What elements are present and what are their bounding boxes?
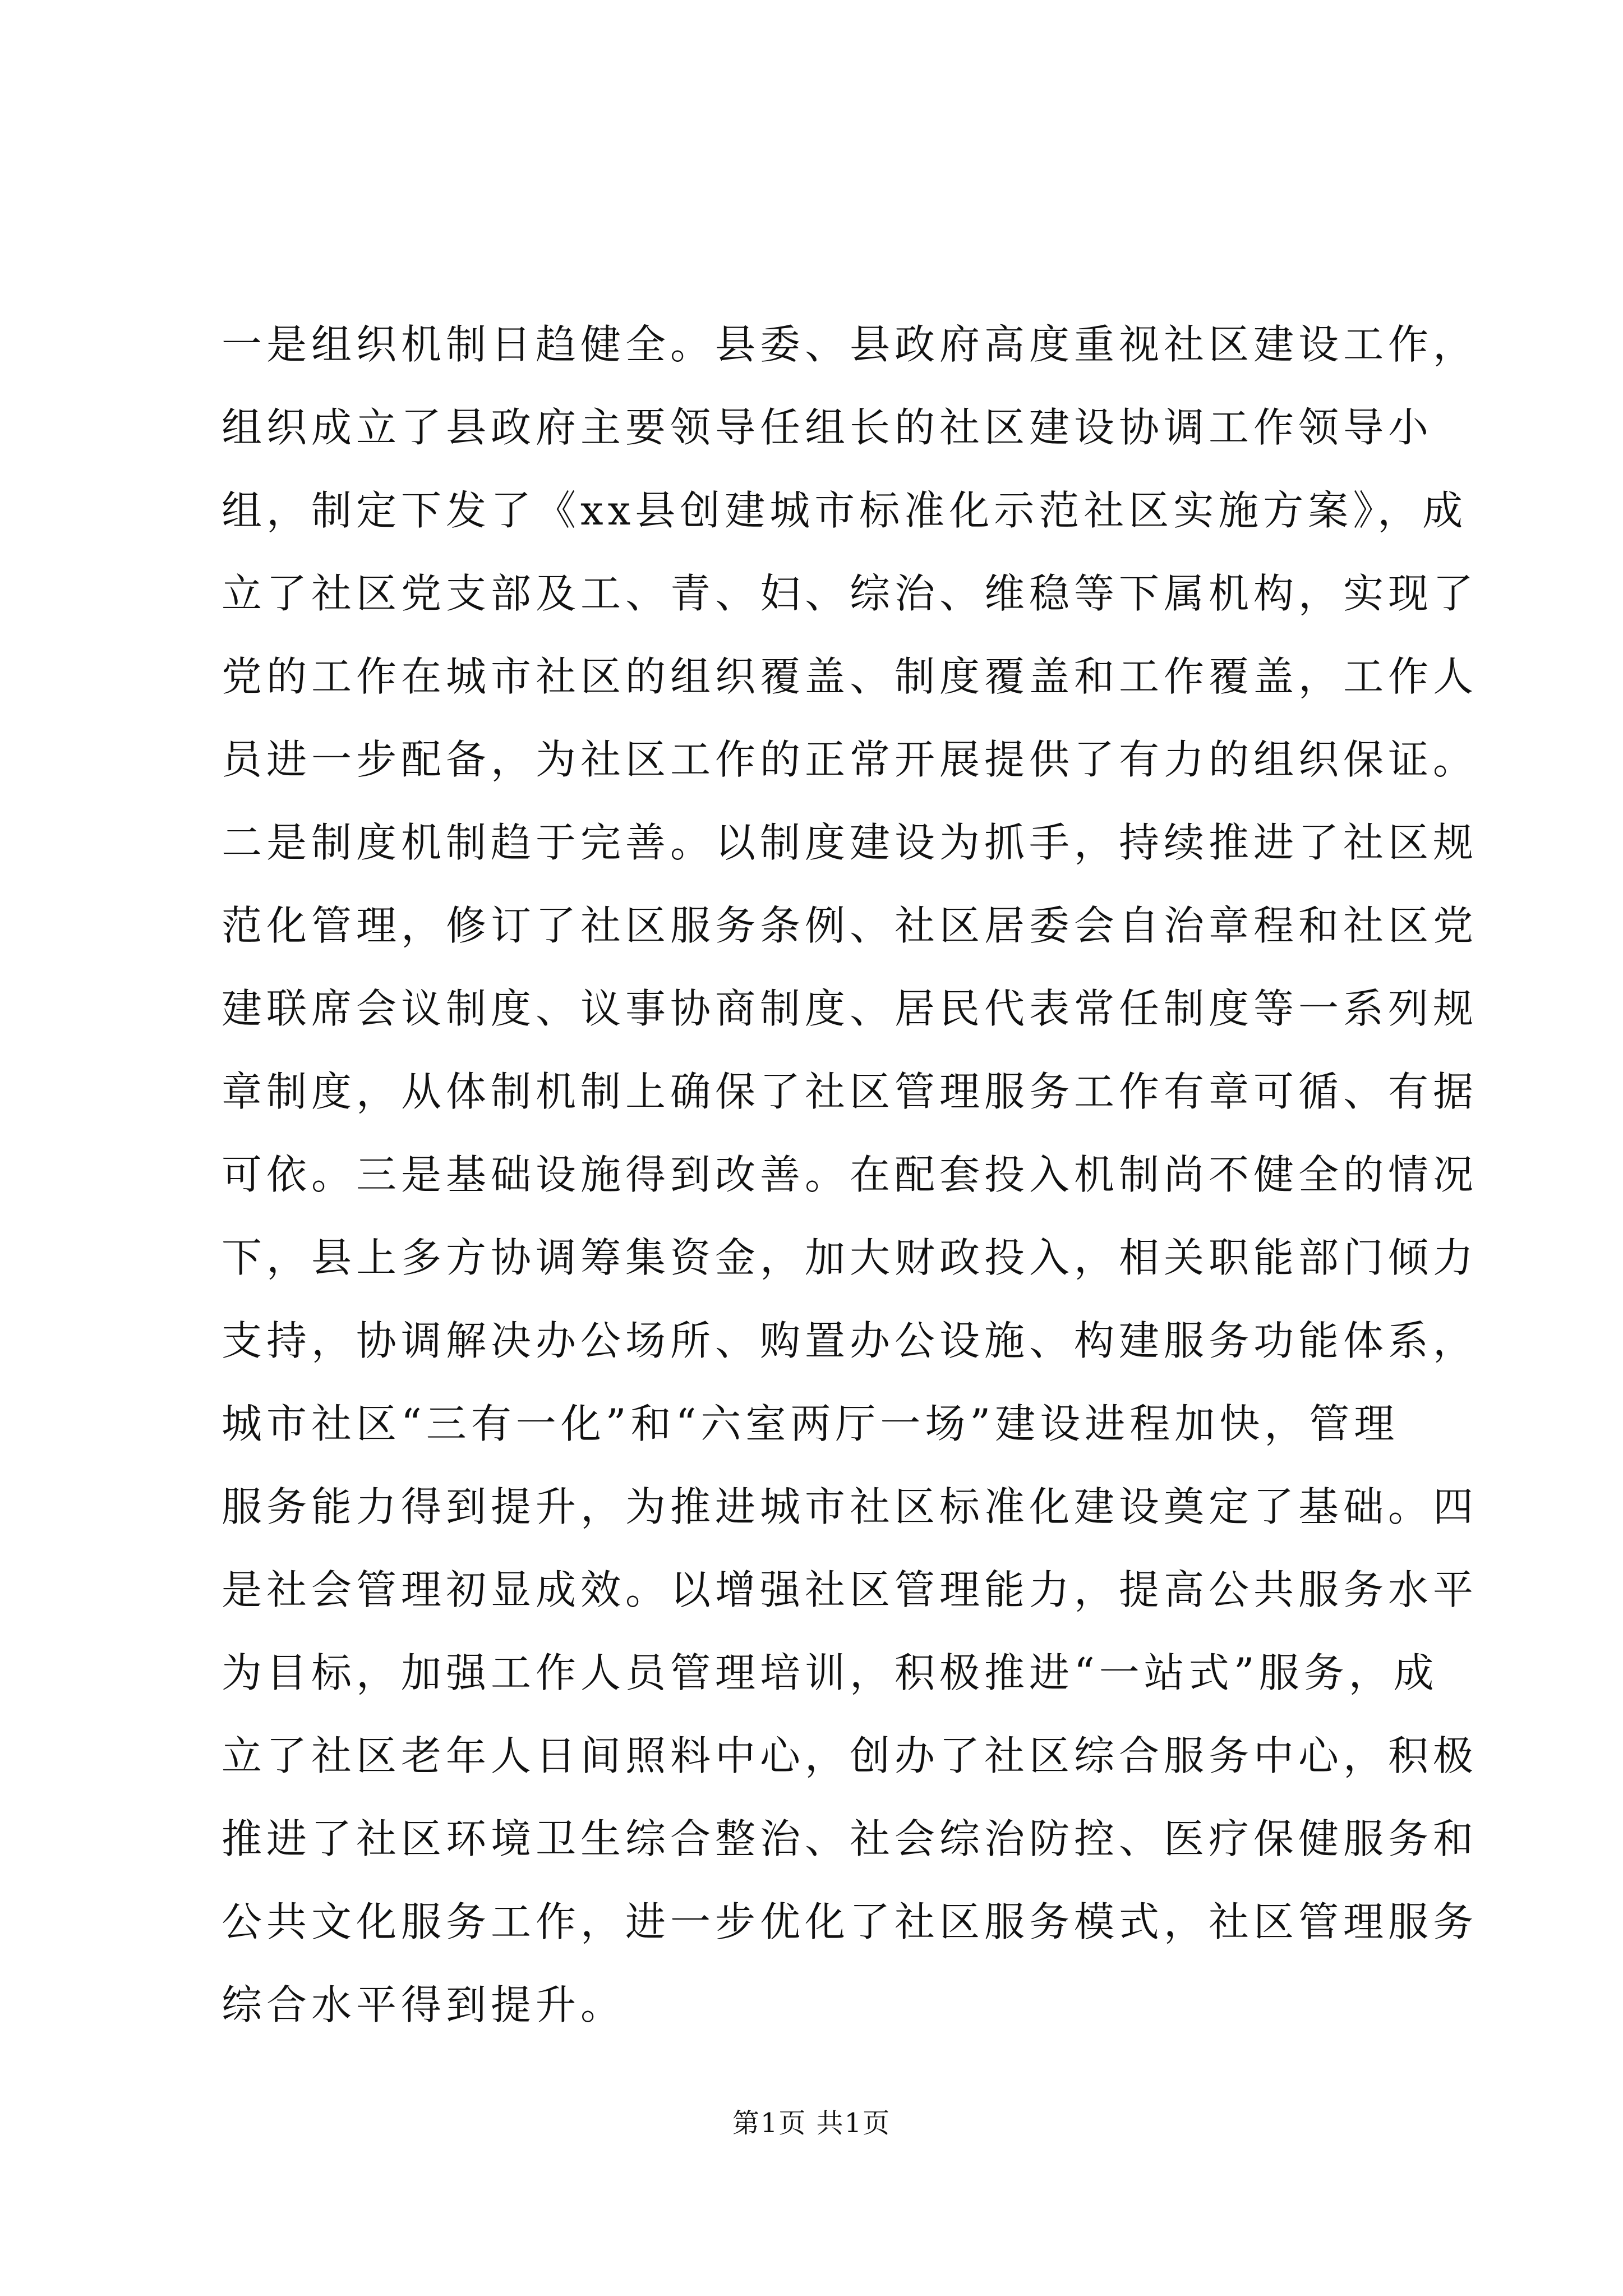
- text-line: 党的工作在城市社区的组织覆盖、制度覆盖和工作覆盖，工作人: [222, 653, 1478, 700]
- text-line: 二是制度机制趋于完善。以制度建设为抓手，持续推进了社区规: [222, 819, 1478, 866]
- text-line: 可依。三是基础设施得到改善。在配套投入机制尚不健全的情况: [222, 1151, 1478, 1198]
- text-line: 立了社区老年人日间照料中心，创办了社区综合服务中心，积极: [222, 1732, 1478, 1779]
- text-line: 组织成立了县政府主要领导任组长的社区建设协调工作领导小: [222, 404, 1433, 451]
- text-line: 城市社区“三有一化”和“六室两厅一场”建设进程加快，管理: [222, 1400, 1399, 1447]
- text-line: 员进一步配备，为社区工作的正常开展提供了有力的组织保证。: [222, 736, 1478, 783]
- text-line: 下，县上多方协调筹集资金，加大财政投入，相关职能部门倾力: [222, 1234, 1478, 1281]
- text-line: 是社会管理初显成效。以增强社区管理能力，提高公共服务水平: [222, 1566, 1478, 1613]
- text-line: 服务能力得到提升，为推进城市社区标准化建设奠定了基础。四: [222, 1483, 1478, 1530]
- page-footer: [0, 2106, 1623, 2140]
- page-number-label: 第1页 共1页: [732, 2108, 891, 2139]
- body-paragraph: [222, 303, 1478, 2046]
- text-line: 范化管理，修订了社区服务条例、社区居委会自治章程和社区党: [222, 902, 1478, 949]
- text-line: 组，制定下发了《xx县创建城市标准化示范社区实施方案》，成: [222, 487, 1468, 534]
- text-line: 公共文化服务工作，进一步优化了社区服务模式，社区管理服务: [222, 1898, 1478, 1945]
- text-line: 推进了社区环境卫生综合整治、社会综治防控、医疗保健服务和: [222, 1815, 1478, 1862]
- text-line: 为目标，加强工作人员管理培训，积极推进“一站式”服务，成: [222, 1649, 1438, 1696]
- text-line: 建联席会议制度、议事协商制度、居民代表常任制度等一系列规: [222, 985, 1478, 1032]
- text-line: 支持，协调解决办公场所、购置办公设施、构建服务功能体系，: [222, 1317, 1478, 1364]
- text-line: 立了社区党支部及工、青、妇、综治、维稳等下属机构，实现了: [222, 570, 1478, 617]
- text-line: 综合水平得到提升。: [222, 1981, 626, 2028]
- text-line: 一是组织机制日趋健全。县委、县政府高度重视社区建设工作，: [222, 321, 1478, 368]
- text-line: 章制度，从体制机制上确保了社区管理服务工作有章可循、有据: [222, 1068, 1478, 1115]
